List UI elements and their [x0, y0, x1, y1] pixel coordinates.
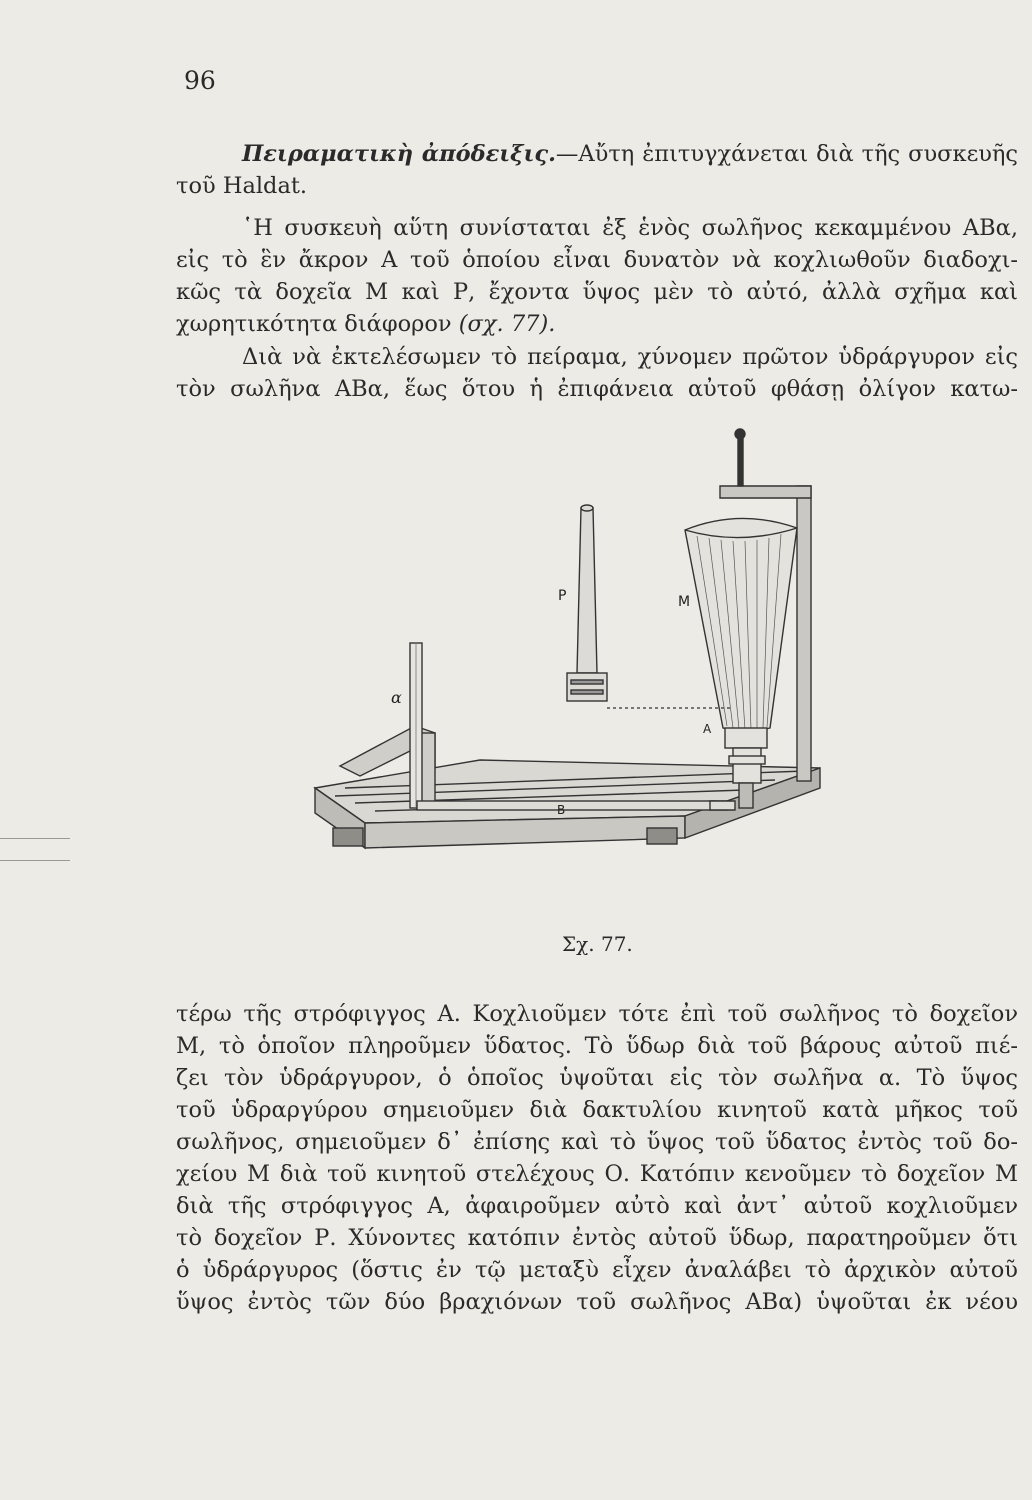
label-m: Μ [678, 594, 691, 610]
margin-rule [0, 860, 70, 861]
figure-caption: Σχ. 77. [562, 932, 633, 956]
tube-alpha [410, 643, 422, 808]
procedure-cont-line: τέρω τῆς στρόφιγγος Α. Κοχλιοῦμεν τότε ἐπὶ τοῦ σωλῆνος τὸ δοχεῖον [176, 1001, 1018, 1027]
figure-reference: (σχ. 77). [458, 311, 556, 337]
procedure-cont-line: Μ, τὸ ὁποῖον πληροῦμεν ὕδατος. Τὸ ὕδωρ διὰ τοῦ βάρους αὐτοῦ πιέ- [176, 1033, 1018, 1059]
label-alpha: α [391, 688, 402, 707]
procedure-cont-line: διὰ τῆς στρόφιγγος Α, ἀφαιροῦμεν αὐτὸ καὶ ἀντ᾽ αὐτοῦ κοχλιοῦμεν [176, 1193, 1018, 1219]
intro-line-1 [176, 138, 1018, 170]
page-number: 96 [184, 66, 216, 95]
apparatus-paragraph [176, 212, 1018, 340]
apparatus-line: κῶς τὰ δοχεῖα Μ καὶ Ρ, ἔχοντα ὕψος μὲν τὸ αὐτό, ἀλλὰ σχῆμα καὶ [176, 279, 1018, 305]
procedure-line: τὸν σωλῆνα ΑΒα, ἕως ὅτου ἡ ἐπιφάνεια αὐτοῦ φθάσῃ ὀλίγον κατω- [176, 376, 1018, 402]
apparatus-last-text: χωρητικότητα διάφορον [176, 311, 452, 337]
intro-line-2: τοῦ Haldat. [176, 173, 308, 199]
intro-text: —Αὔτη ἐπιτυγχάνεται διὰ τῆς συσκευῆς [555, 141, 1019, 167]
label-a: Α [703, 722, 712, 736]
label-p: Ρ [558, 588, 567, 604]
intro-paragraph [176, 138, 1018, 202]
procedure-cont-line: σωλῆνος, σημειοῦμεν δ᾽ ἐπίσης καὶ τὸ ὕψος τοῦ ὕδατος ἐντὸς τοῦ δο- [176, 1129, 1018, 1155]
apparatus-line-last [176, 308, 1018, 340]
procedure-paragraph-continued [176, 998, 1018, 1318]
procedure-paragraph-start [176, 341, 1018, 405]
label-b: Β [557, 803, 566, 817]
procedure-cont-line: τοῦ ὑδραργύρου σημειοῦμεν διὰ δακτυλίου κινητοῦ κατὰ μῆκος τοῦ [176, 1097, 1018, 1123]
haldat-apparatus-figure [305, 428, 825, 883]
procedure-cont-line: ὁ ὑδράργυρος (ὅστις ἐν τῷ μεταξὺ εἶχεν ἀναλάβει τὸ ἀρχικὸν αὐτοῦ [176, 1257, 1018, 1283]
procedure-line: Διὰ νὰ ἐκτελέσωμεν τὸ πείραμα, χύνομεν πρῶτον ὑδράργυρον εἰς [242, 344, 1018, 370]
procedure-cont-line: χείου Μ διὰ τοῦ κινητοῦ στελέχους Ο. Κατόπιν κενοῦμεν τὸ δοχεῖον Μ [176, 1161, 1018, 1187]
margin-rule [0, 838, 70, 839]
apparatus-line: εἰς τὸ ἓν ἄκρον Α τοῦ ὁποίου εἶναι δυνατὸν νὰ κοχλιωθοῦν διαδοχι- [176, 247, 1018, 273]
section-heading: Πειραματικὴ ἀπόδειξις. [242, 141, 556, 167]
tube-b [417, 801, 735, 810]
vessel-p [567, 505, 607, 701]
apparatus-line: ῾Η συσκευὴ αὕτη συνίσταται ἐξ ἑνὸς σωλῆνος κεκαμμένου ΑΒα, [242, 215, 1018, 241]
procedure-cont-line: ὕψος ἐντὸς τῶν δύο βραχιόνων τοῦ σωλῆνος ΑΒα) ὑψοῦται ἐκ νέου [176, 1289, 1018, 1315]
procedure-cont-line: τὸ δοχεῖον Ρ. Χύνοντες κατόπιν ἐντὸς αὐτοῦ ὕδωρ, παρατηροῦμεν ὅτι [176, 1225, 1018, 1251]
procedure-cont-line: ζει τὸν ὑδράργυρον, ὁ ὁποῖος ὑψοῦται εἰς τὸν σωλῆνα α. Τὸ ὕψος [176, 1065, 1018, 1091]
